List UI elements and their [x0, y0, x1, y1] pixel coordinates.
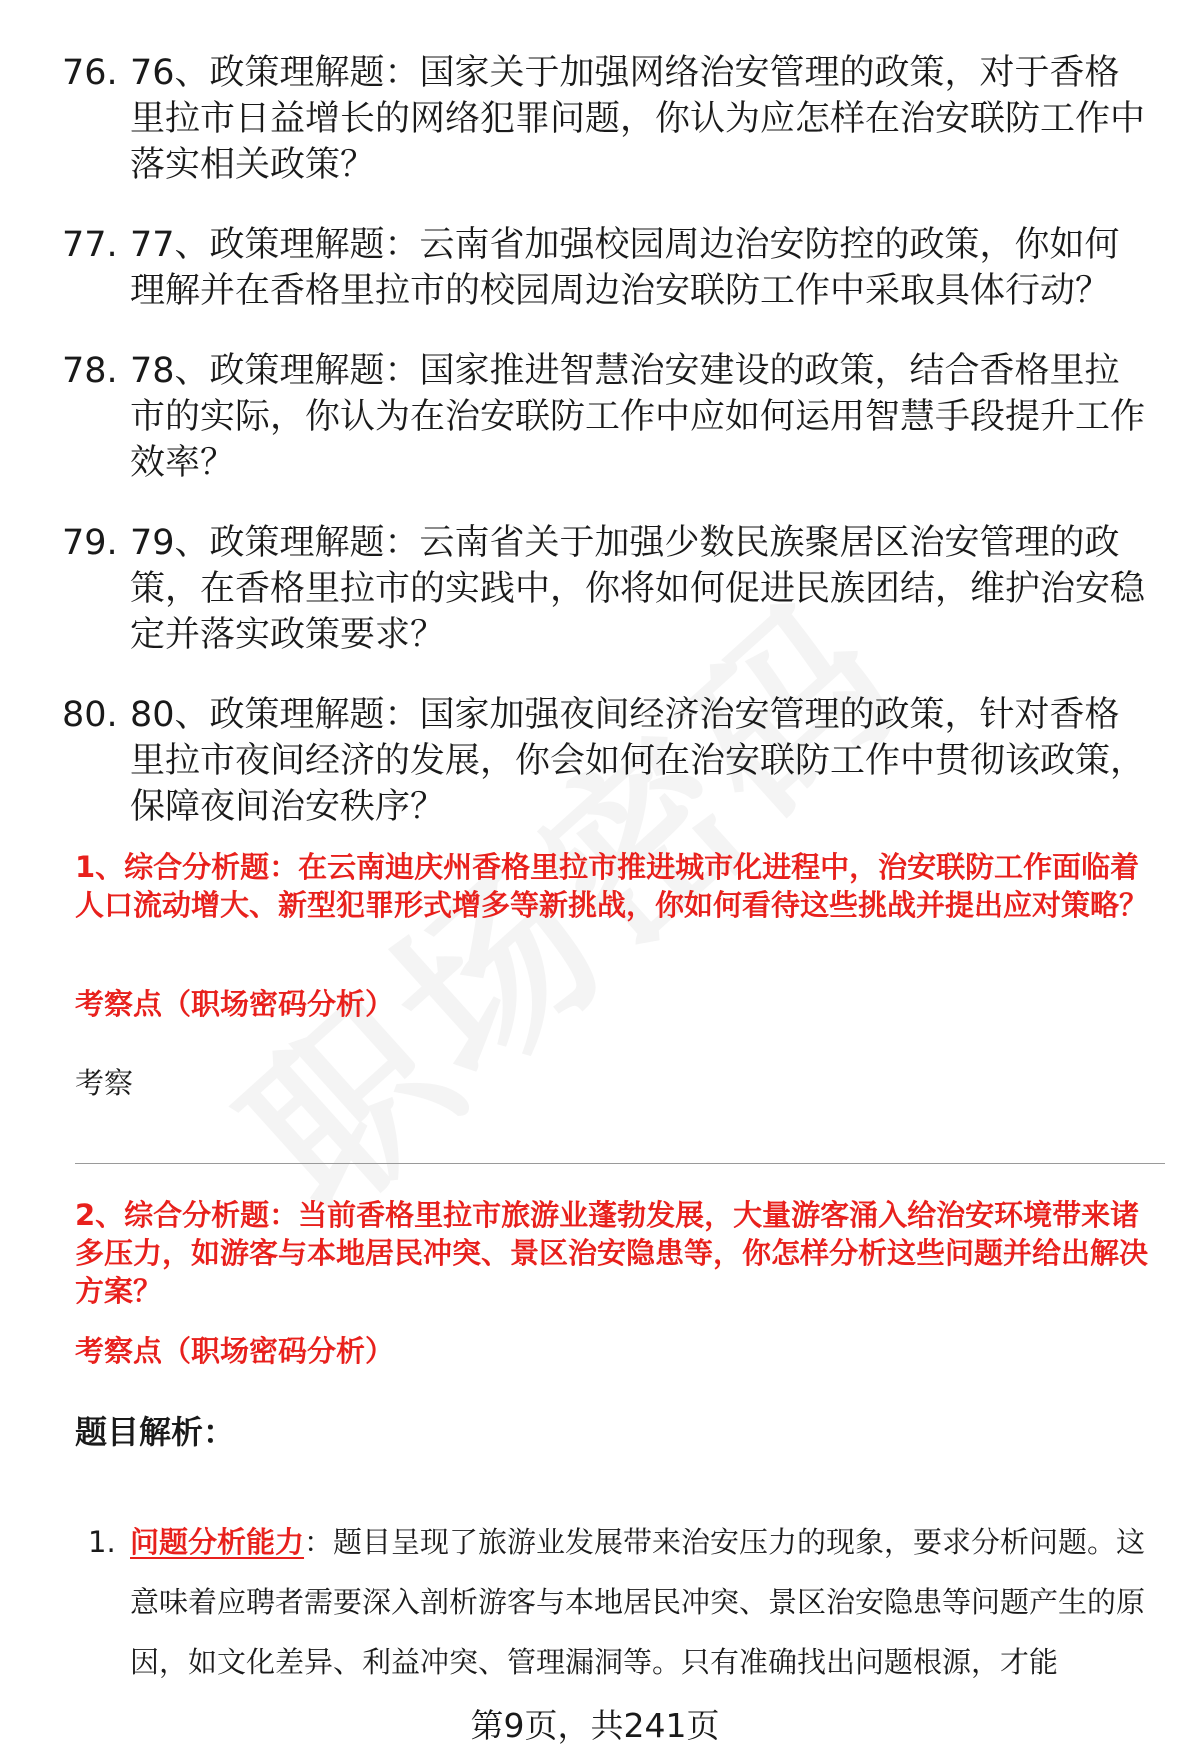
question-text: 78、政策理解题：国家推进智慧治安建设的政策，结合香格里拉市的实际，你认为在治安联防工作中应如何运用智慧手段提升工作效率？ — [130, 351, 1146, 483]
question-number: 77. — [62, 225, 118, 265]
question-number: 76. — [62, 53, 118, 93]
case-1-note: 考察 — [75, 1066, 134, 1100]
case-2-title: 2、综合分析题：当前香格里拉市旅游业蓬勃发展，大量游客涌入给治安环境带来诸多压力，如游客与本地居民冲突、景区治安隐患等，你怎样分析这些问题并给出解决方案？ — [75, 1198, 1149, 1308]
question-item — [62, 50, 1152, 188]
question-item — [62, 520, 1152, 658]
question-text: 79、政策理解题：云南省关于加强少数民族聚居区治安管理的政策，在香格里拉市的实践中，你将如何促进民族团结，维护治安稳定并落实政策要求？ — [130, 523, 1146, 655]
question-number: 79. — [62, 523, 118, 563]
analysis-heading: 题目解析： — [75, 1413, 236, 1451]
question-item — [62, 348, 1152, 486]
question-text: 77、政策理解题：云南省加强校园周边治安防控的政策，你如何理解并在香格里拉市的校园周边治安联防工作中采取具体行动？ — [130, 225, 1120, 311]
analysis-item-body — [130, 1512, 1158, 1692]
analysis-keyword: 问题分析能力 — [130, 1525, 305, 1559]
question-list — [62, 50, 1152, 864]
analysis-item-number: 1. — [88, 1525, 116, 1559]
question-text: 80、政策理解题：国家加强夜间经济治安管理的政策，针对香格里拉市夜间经济的发展，你会如何在治安联防工作中贯彻该政策，保障夜间治安秩序？ — [130, 695, 1146, 827]
question-item — [62, 692, 1152, 830]
question-number: 80. — [62, 695, 118, 735]
question-text: 76、政策理解题：国家关于加强网络治安管理的政策，对于香格里拉市日益增长的网络犯罪问题，你认为应怎样在治安联防工作中落实相关政策？ — [130, 53, 1146, 185]
page-footer: 第9页，共241页 — [470, 1706, 720, 1745]
question-item — [62, 222, 1152, 314]
question-number: 78. — [62, 351, 118, 391]
case-1-title: 1、综合分析题：在云南迪庆州香格里拉市推进城市化进程中，治安联防工作面临着人口流动增大、新型犯罪形式增多等新挑战，你如何看待这些挑战并提出应对策略？ — [75, 850, 1149, 922]
case-1-label: 考察点（职场密码分析） — [75, 987, 395, 1021]
analysis-item-text: ：题目呈现了旅游业发展带来治安压力的现象，要求分析问题。这意味着应聘者需要深入剖析游客与本地居民冲突、景区治安隐患等问题产生的原因，如文化差异、利益冲突、管理漏洞等。只有准确找出问题根源，才能 — [130, 1525, 1146, 1679]
case-2-label: 考察点（职场密码分析） — [75, 1334, 395, 1368]
analysis-item — [88, 1512, 1158, 1692]
section-divider — [75, 1163, 1165, 1164]
